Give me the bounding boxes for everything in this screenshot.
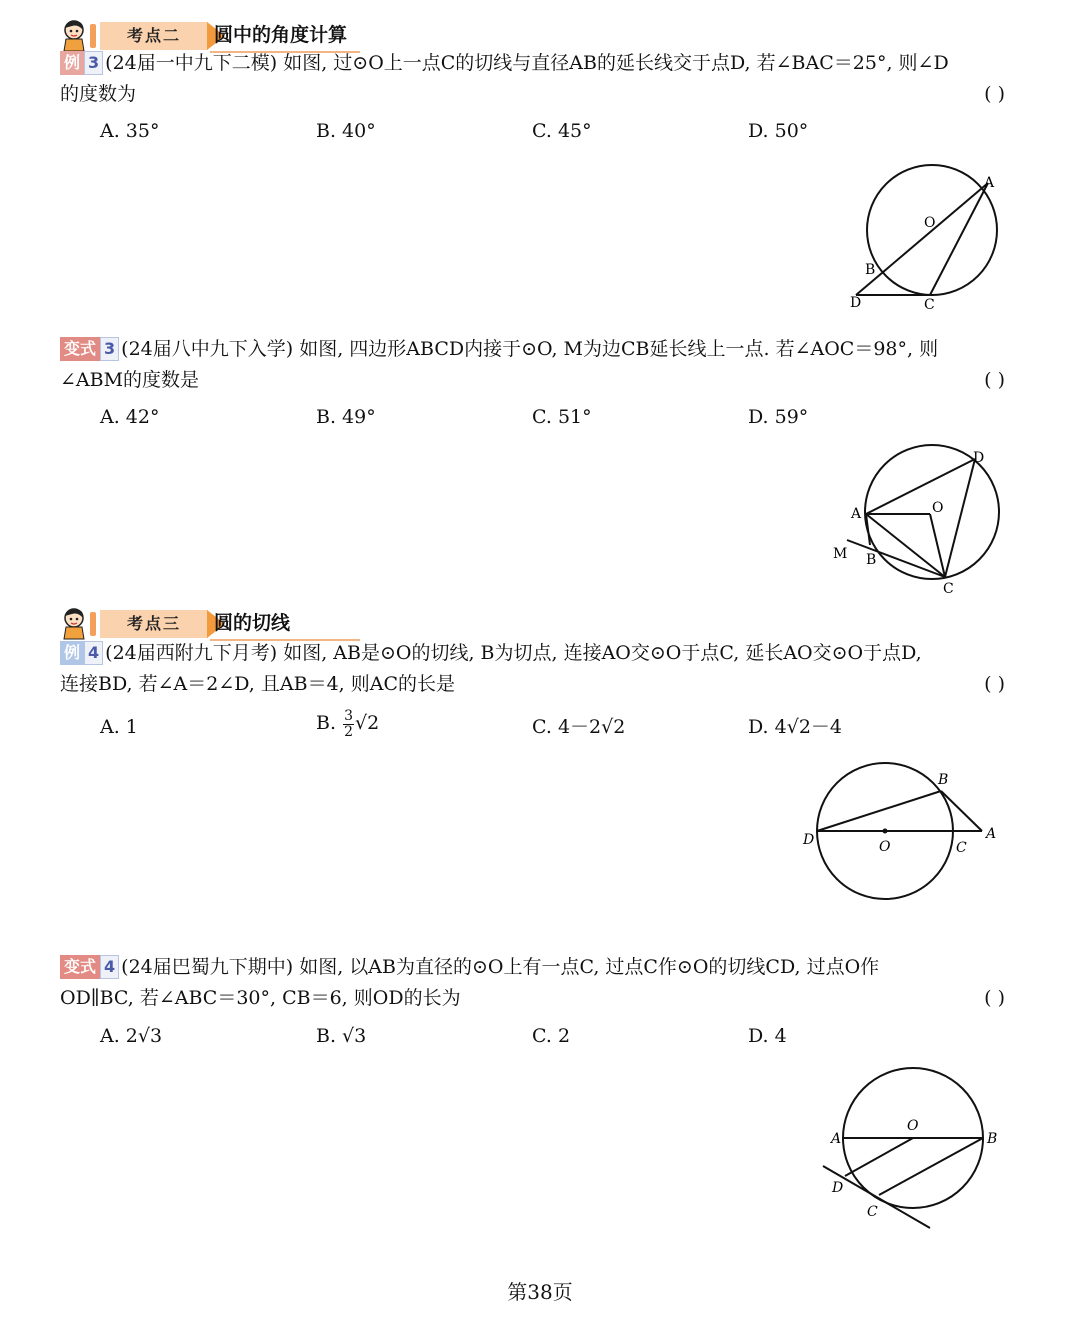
label-d: D — [973, 450, 985, 466]
label-o: O — [932, 500, 944, 516]
option-a: A. 35° — [100, 120, 160, 142]
option-d: D. 4 — [748, 1025, 787, 1047]
question-text-line1: (24届西附九下月考) 如图, AB是⊙O的切线, B为切点, 连接AO交⊙O于点C, 延长AO交⊙O于点D, — [105, 642, 922, 664]
option-c: C. 51° — [532, 406, 592, 428]
label-b: B — [865, 262, 876, 278]
option-c: C. 45° — [532, 120, 592, 142]
question-text-line1: (24届一中九下二模) 如图, 过⊙O上一点C的切线与直径AB的延长线交于点D, 若∠BAC＝25°, 则∠D — [105, 52, 949, 74]
section-label: 考点二 — [100, 22, 208, 50]
label-c: C — [867, 1204, 878, 1220]
option-c: C. 4－2√2 — [532, 716, 626, 738]
label-o: O — [907, 1118, 919, 1134]
option-b: B. 40° — [316, 120, 376, 142]
option-a: A. 42° — [100, 406, 160, 428]
option-b: B. 49° — [316, 406, 376, 428]
section-title: 圆的切线 — [214, 612, 291, 634]
center-point — [883, 829, 888, 834]
label-b: B — [866, 552, 877, 568]
line-db — [817, 791, 941, 831]
question-example-4 — [60, 638, 1005, 700]
label-a: A — [986, 826, 997, 842]
question-tag: 例 4 — [60, 641, 103, 665]
line-od — [845, 1138, 913, 1176]
question-tag: 变式 4 — [60, 955, 119, 979]
answer-paren: ( ) — [984, 83, 1005, 105]
question-text-line1: (24届巴蜀九下期中) 如图, 以AB为直径的⊙O上有一点C, 过点C作⊙O的切线CD, 过点O作 — [121, 956, 880, 978]
header-accent-bar — [90, 24, 96, 48]
option-b: B. √3 — [316, 1025, 367, 1047]
line-da — [856, 183, 988, 295]
section-label: 考点三 — [100, 610, 208, 638]
option-c: C. 2 — [532, 1025, 571, 1047]
label-a: A — [831, 1131, 842, 1147]
option-b: B. $\frac{3}{2}$ √2 — [316, 707, 380, 740]
label-d: D — [850, 295, 862, 311]
label-m: M — [833, 546, 848, 562]
answer-paren: ( ) — [984, 369, 1005, 391]
figure-q4 — [815, 1060, 1015, 1235]
figure-q3 — [795, 760, 1010, 905]
option-d: D. 59° — [748, 406, 809, 428]
line-bc — [879, 1138, 983, 1195]
page-number: 第38页 — [507, 1280, 573, 1304]
option-d: D. 4√2－4 — [748, 716, 843, 738]
line-dc — [945, 459, 975, 577]
mascot-icon — [60, 606, 90, 640]
line-mc — [847, 540, 945, 577]
label-b: B — [938, 772, 949, 788]
line-ba — [941, 791, 982, 831]
label-a: A — [851, 506, 862, 522]
label-b: B — [987, 1131, 998, 1147]
question-variant-3 — [60, 334, 1005, 396]
fraction: $\frac{3}{2}$ — [344, 707, 353, 740]
option-a: A. 1 — [100, 716, 138, 738]
section-header-3 — [60, 606, 380, 640]
label-c: C — [924, 297, 935, 313]
question-variant-4 — [60, 952, 1005, 1014]
label-a: A — [984, 175, 995, 191]
section-title: 圆中的角度计算 — [214, 24, 348, 46]
label-d: D — [832, 1180, 844, 1196]
section-header-2 — [60, 18, 380, 52]
label-c: C — [943, 581, 954, 597]
figure-q1 — [830, 155, 1030, 325]
line-ca — [930, 183, 988, 295]
option-a: A. 2√3 — [100, 1025, 163, 1047]
answer-paren: ( ) — [984, 673, 1005, 695]
question-text-line1: (24届八中九下入学) 如图, 四边形ABCD内接于⊙O, M为边CB延长线上一点. 若∠AOC＝98°, 则 — [121, 338, 939, 360]
question-tag: 变式 3 — [60, 337, 119, 361]
label-o: O — [924, 215, 936, 231]
figure-q2 — [825, 442, 1025, 602]
question-text-line2: OD∥BC, 若∠ABC＝30°, CB＝6, 则OD的长为 — [60, 987, 461, 1009]
question-text-line2: 连接BD, 若∠A＝2∠D, 且AB＝4, 则AC的长是 — [60, 673, 455, 695]
question-tag: 例 3 — [60, 51, 103, 75]
question-text-line2: ∠ABM的度数是 — [60, 369, 200, 391]
header-accent-bar — [90, 612, 96, 636]
question-example-3 — [60, 48, 1005, 110]
label-o: O — [879, 839, 891, 855]
mascot-icon — [60, 18, 90, 52]
answer-paren: ( ) — [984, 987, 1005, 1009]
label-c: C — [956, 840, 967, 856]
question-text-line2: 的度数为 — [60, 83, 137, 105]
option-d: D. 50° — [748, 120, 809, 142]
label-d: D — [803, 832, 815, 848]
